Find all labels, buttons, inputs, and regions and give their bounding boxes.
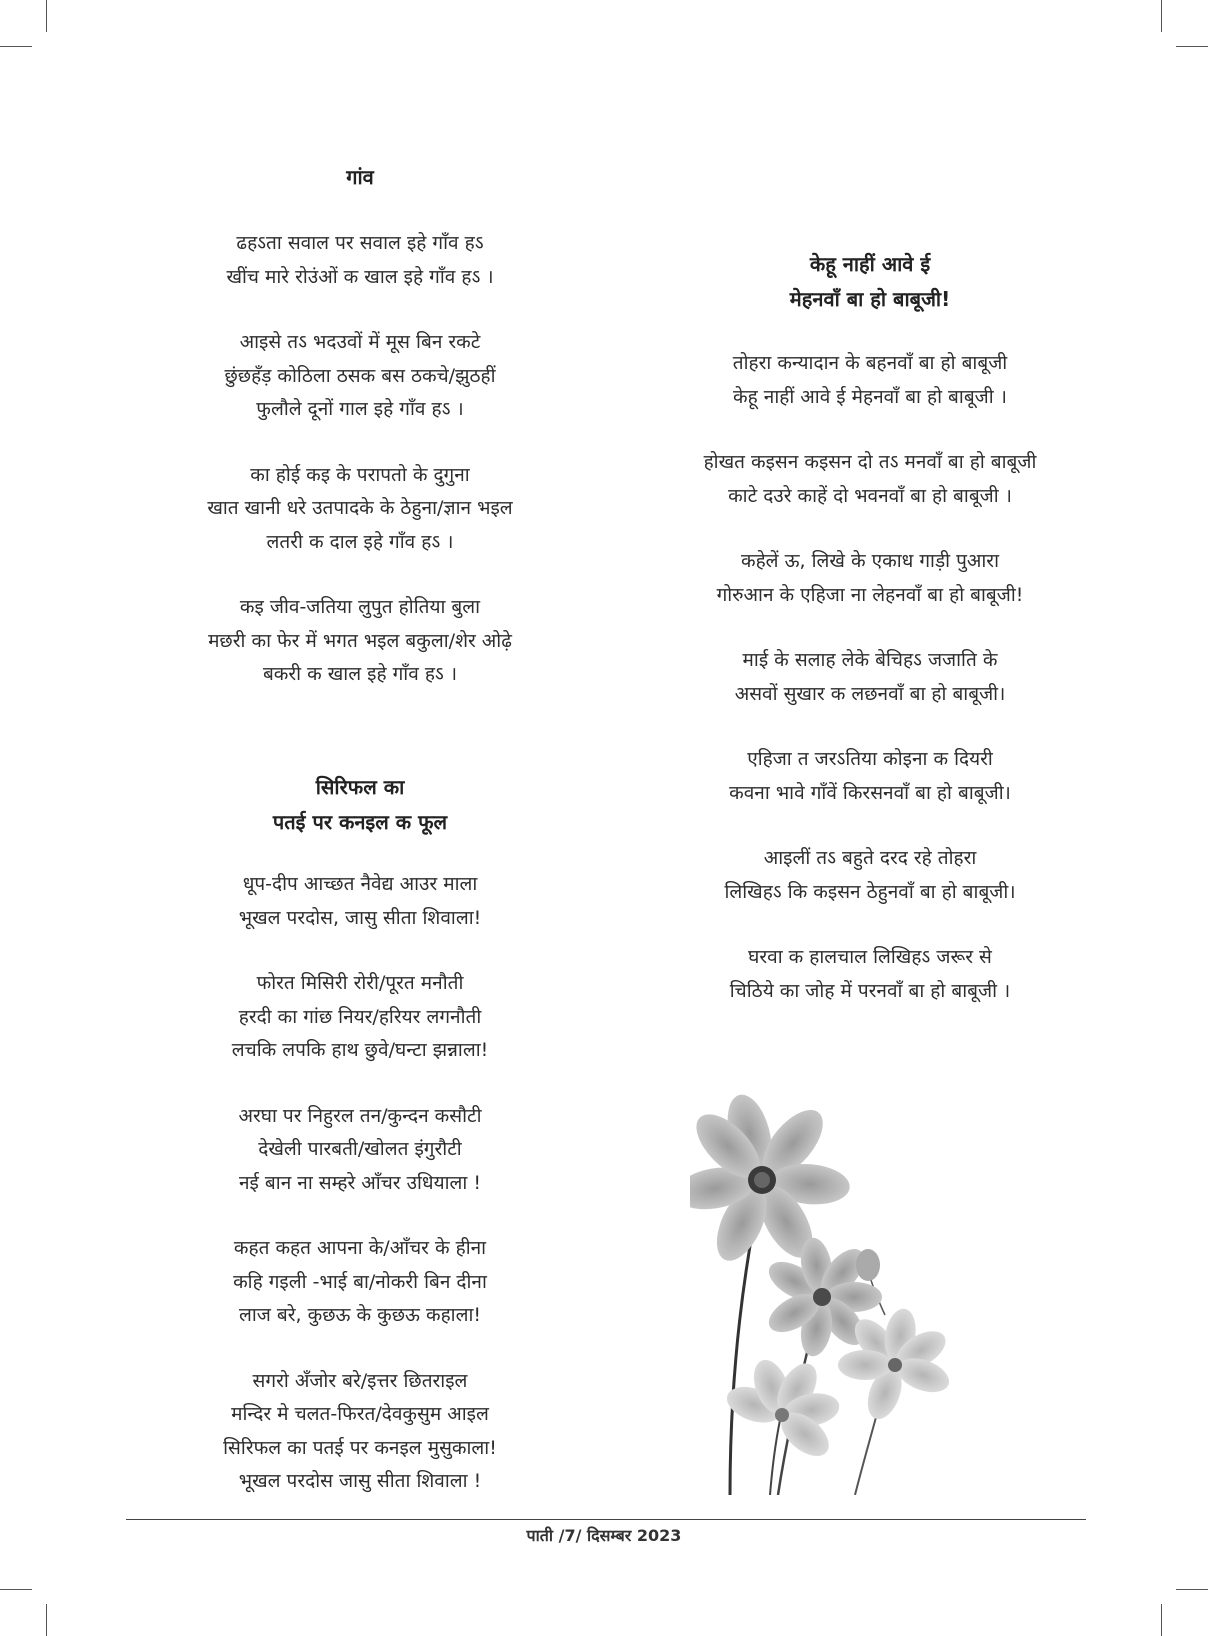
verse-line: एहिजा त जरऽतिया कोइना क दियरी [747, 748, 993, 770]
stanza [120, 1100, 600, 1201]
crop-mark [46, 1604, 47, 1636]
crop-mark [1176, 46, 1208, 47]
poem-title-line: गांव [346, 165, 374, 189]
verse-line: कइ जीव-जतिया लुपुत होतिया बुला [239, 596, 481, 618]
verse-line: ढहऽता सवाल पर सवाल इहे गाँव हऽ [236, 232, 484, 254]
verse-line: नई बान ना सम्हरे आँचर उधियाला ! [239, 1171, 481, 1194]
verse-line: खींच मारे रोउंओं क खाल इहे गाँव हऽ । [226, 265, 494, 288]
stanza [630, 446, 1110, 513]
stanza [120, 967, 600, 1068]
verse-line: चिठिये का जोह में परनवाँ बा हो बाबूजी । [729, 979, 1011, 1002]
verse-line: का होई कइ के परापतो के दुगुना [250, 463, 470, 486]
crop-mark [1161, 1604, 1162, 1636]
verse-line: तोहरा कन्यादान के बहनवाँ बा हो बाबूजी [732, 352, 1008, 374]
page-footer: पाती /7/ दिसम्बर 2023 [526, 1526, 682, 1545]
crop-mark [1161, 0, 1162, 32]
verse-line: लतरी क दाल इहे गाँव हऽ । [266, 530, 454, 553]
crop-mark [46, 0, 47, 32]
stanza [120, 326, 600, 427]
stanza [120, 1232, 600, 1333]
verse-line: असवों सुखार क लछनवाँ बा हो बाबूजी। [734, 682, 1006, 705]
stanza [120, 227, 600, 294]
crop-mark [0, 46, 32, 47]
verse-line: फुलौले दूनों गाल इहे गाँव हऽ । [256, 398, 464, 420]
verse-line: लचकि लपकि हाथ छुवे/घन्टा झन्नाला! [231, 1039, 489, 1061]
crop-mark [1176, 1589, 1208, 1590]
stanza [120, 868, 600, 935]
verse-line: खात खानी धरे उतपादके के ठेहुना/ज्ञान भइल [207, 497, 513, 519]
poem-title-line: पतई पर कनइल क फूल [272, 810, 448, 834]
poem-gaanv [120, 160, 600, 692]
verse-line: धूप-दीप आच्छत नैवेद्य आउर माला [242, 873, 478, 895]
verse-line: गोरुआन के एहिजा ना लेहनवाँ बा हो बाबूजी! [716, 583, 1024, 606]
verse-line: कहेलें ऊ, लिखे के एकाध गाड़ी पुआरा [740, 550, 999, 572]
cosmos-flower-image [690, 1085, 1010, 1495]
verse-line: फोरत मिसिरी रोरी/पूरत मनौती [256, 972, 464, 994]
verse-line: अरघा पर निहुरल तन/कुन्दन कसौटी [238, 1104, 482, 1127]
verse-line: लाज बरे, कुछऊ के कुछऊ कहाला! [238, 1304, 482, 1326]
verse-line: भूखल परदोस जासु सीता शिवाला ! [238, 1470, 482, 1492]
verse-line: घरवा क हालचाल लिखिहऽ जरूर से [748, 946, 992, 968]
verse-line: आइसे तऽ भदउवों में मूस बिन रकटे [239, 331, 481, 353]
verse-line: मन्दिर मे चलत-फिरत/देवकुसुम आइल [231, 1403, 489, 1425]
verse-line: हरदी का गांछ नियर/हरियर लगनौती [238, 1005, 482, 1028]
stanza [630, 644, 1110, 711]
stanza [120, 1365, 600, 1499]
verse-line: आइलीं तऽ बहुते दरद रहे तोहरा [763, 847, 977, 869]
verse-line: छुंछहँड़ कोठिला ठसक बस ठकचे/झुठहीं [224, 364, 496, 387]
footer-rule [126, 1519, 1086, 1520]
poem-title [630, 247, 1110, 317]
poem-title [120, 770, 600, 840]
verse-line: केहू नाहीं आवे ई मेहनवाँ बा हो बाबूजी । [733, 385, 1007, 408]
stanza [630, 842, 1110, 909]
stanza [120, 591, 600, 692]
poem-kehu-nahi [630, 247, 1110, 1008]
stanza [630, 941, 1110, 1008]
crop-mark [0, 1589, 32, 1590]
verse-line: सगरो अँजोर बरे/इत्तर छितराइल [252, 1369, 468, 1392]
verse-line: लिखिहऽ कि कइसन ठेहुनवाँ बा हो बाबूजी। [724, 880, 1016, 903]
verse-line: कहत कहत आपना के/आँचर के हीना [233, 1237, 487, 1259]
stanza [630, 743, 1110, 810]
verse-line: भूखल परदोस, जासु सीता शिवाला! [238, 906, 482, 929]
verse-line: काटे दउरे काहें दो भवनवाँ बा हो बाबूजी । [728, 484, 1012, 507]
stanza [630, 545, 1110, 612]
verse-line: होखत कइसन कइसन दो तऽ मनवाँ बा हो बाबूजी [703, 451, 1037, 473]
verse-line: कवना भावे गाँवें किरसनवाँ बा हो बाबूजी। [729, 781, 1011, 804]
poem-title-line: सिरिफल का [315, 775, 405, 799]
verse-line: माई के सलाह लेके बेचिहऽ जजाति के [742, 649, 998, 671]
flower-illustration [690, 1085, 1010, 1495]
poem-title-line: मेहनवाँ बा हो बाबूजी! [789, 287, 951, 311]
stanza [630, 347, 1110, 414]
verse-line: सिरिफल का पतई पर कनइल मुसुकाला! [223, 1436, 497, 1459]
verse-line: बकरी क खाल इहे गाँव हऽ । [262, 663, 458, 685]
verse-line: देखेली पारबती/खोलत इंगुरौटी [258, 1138, 462, 1160]
poem-siriphal [120, 770, 600, 1499]
verse-line: मछरी का फेर में भगत भइल बकुला/शेर ओढ़े [208, 629, 512, 652]
poem-title-line: केहू नाहीं आवे ई [809, 252, 931, 276]
poem-title [120, 160, 600, 195]
verse-line: कहि गइली -भाई बा/नोकरी बिन दीना [233, 1270, 487, 1293]
stanza [120, 459, 600, 560]
